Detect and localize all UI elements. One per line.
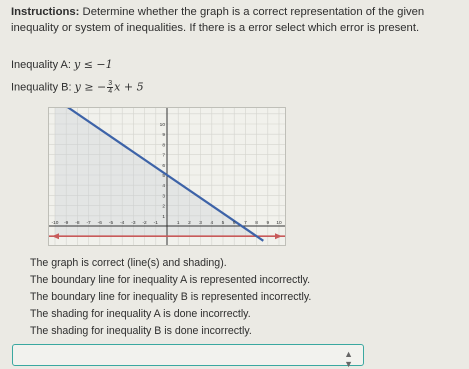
option-shading-a[interactable]: The shading for inequality A is done incorrectly. xyxy=(30,308,251,320)
inequality-b-fraction: $\frac{3}{4}$ xyxy=(108,80,113,95)
inequality-b-rhs: x + 5 xyxy=(114,80,144,94)
x-tick-label: 7 xyxy=(244,221,247,226)
instructions-text: Determine whether the graph is a correct representation of the given inequality or system of inequalities. If there is a error select which error is present. xyxy=(11,6,425,34)
x-tick-label: -4 xyxy=(120,221,125,226)
inequality-a-expression: y ≤ −1 xyxy=(74,58,113,71)
y-tick-label: 7 xyxy=(162,153,165,159)
x-tick-label: -3 xyxy=(131,221,136,226)
x-tick-label: 6 xyxy=(232,221,236,226)
y-tick-label: 9 xyxy=(162,133,165,139)
inequality-b-lhs: y ≥ − xyxy=(74,80,107,94)
inequality-a xyxy=(11,58,113,71)
arrowhead-a-right xyxy=(275,233,282,239)
y-tick-label: 6 xyxy=(162,163,165,169)
inequality-b-label: Inequality B: xyxy=(11,81,72,94)
x-tick-label: -2 xyxy=(142,221,147,226)
x-tick-label: -6 xyxy=(97,221,102,226)
answer-options xyxy=(30,255,311,340)
y-tick-label: 3 xyxy=(162,194,165,200)
x-tick-label: -8 xyxy=(75,221,80,226)
x-tick-label: -7 xyxy=(86,221,91,226)
x-tick-label: 1 xyxy=(176,221,180,226)
y-tick-label: 4 xyxy=(162,184,165,190)
x-tick-label: -5 xyxy=(108,221,114,226)
inequality-graph xyxy=(48,107,286,246)
x-tick-label: 3 xyxy=(199,221,202,226)
y-tick-label: 10 xyxy=(159,123,165,128)
y-tick-label: 1 xyxy=(162,214,165,220)
inequality-a-label: Inequality A: xyxy=(11,59,71,71)
x-tick-label: -1 xyxy=(153,221,158,226)
answer-select[interactable] xyxy=(12,344,364,369)
x-tick-label: 10 xyxy=(276,221,282,226)
x-tick-label: -9 xyxy=(64,221,69,226)
x-tick-label: 2 xyxy=(188,221,191,226)
y-tick-label: 8 xyxy=(162,143,165,149)
option-boundary-b[interactable]: The boundary line for inequality B is represented incorrectly. xyxy=(30,291,312,303)
x-tick-label: 4 xyxy=(210,221,214,226)
inequality-b xyxy=(11,80,144,95)
y-tick-label: 2 xyxy=(162,204,165,210)
option-shading-b[interactable]: The shading for inequality B is done incorrectly. xyxy=(30,325,252,337)
y-tick-label: 5 xyxy=(162,174,165,179)
x-tick-label: -10 xyxy=(51,221,59,226)
x-tick-label: 9 xyxy=(266,221,270,226)
chevron-updown-icon: ▲ ▼ xyxy=(344,349,353,369)
instructions xyxy=(11,4,459,36)
x-tick-label: 5 xyxy=(221,221,225,226)
x-tick-label: 8 xyxy=(255,221,258,226)
instructions-label: Instructions: xyxy=(11,6,80,18)
option-correct[interactable]: The graph is correct (line(s) and shading). xyxy=(30,257,227,269)
option-boundary-a[interactable]: The boundary line for inequality A is represented incorrectly. xyxy=(30,274,311,286)
